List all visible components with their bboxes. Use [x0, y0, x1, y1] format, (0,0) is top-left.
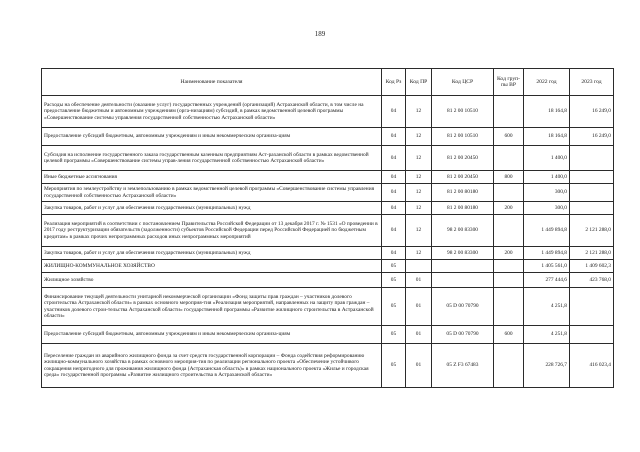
row-2022: 228 726,7: [524, 344, 570, 388]
row-csr: 81 2 00 20450: [432, 171, 494, 184]
header-2023: 2023 год: [570, 69, 614, 96]
row-pr: 12: [406, 184, 432, 202]
row-pr: 12: [406, 146, 432, 171]
row-name: Реализация мероприятий в соответствии с постановлением Правительства Российской Федерации от 13 декабря 2017 г. № 1531 «О проведении в 2017 году реструктуризации обязательств (задолженности) субъектов Российской Федерации перед Российской Федерацией по бюджетным кредитам» в рамках прочих непрограммных расходов иных непрограммных мероприятий: [42, 215, 382, 247]
row-2022: 300,0: [524, 184, 570, 202]
row-2022: 1 449 894,8: [524, 215, 570, 247]
row-vr: [494, 96, 524, 128]
header-rz: Код Рз: [382, 69, 406, 96]
table-row: [42, 326, 614, 344]
row-name: Иные бюджетные ассигнования: [42, 171, 382, 184]
row-name: Жилищное хозяйство: [42, 273, 382, 288]
table-row: [42, 273, 614, 288]
row-vr: 200: [494, 247, 524, 260]
row-2022: 277 444,6: [524, 273, 570, 288]
row-rz: 04: [382, 128, 406, 146]
row-2023: 2 121 288,0: [570, 247, 614, 260]
row-csr: [432, 260, 494, 273]
row-name: Финансирование текущей деятельности унитарной некоммерческой организации «Фонд защиты прав граждан – участников долевого строительства Астраханской области» в рамках основного мероприя-тия «Реализация мероприятий, направленных на защиту прав граждан – участников долевого строи-тельства Астраханской области» государственной программы «Развитие жилищного строительства в Астраханской области»: [42, 288, 382, 326]
row-name: Предоставление субсидий бюджетным, автономным учреждениям и иным некоммерческим организа-циям: [42, 128, 382, 146]
row-csr: 81 2 00 80180: [432, 184, 494, 202]
table-row: [42, 184, 614, 202]
row-2023: 1 409 602,3: [570, 260, 614, 273]
table-row: [42, 96, 614, 128]
table-row: [42, 215, 614, 247]
row-name: ЖИЛИЩНО-КОММУНАЛЬНОЕ ХОЗЯЙСТВО: [42, 260, 382, 273]
row-pr: 12: [406, 128, 432, 146]
row-rz: 05: [382, 344, 406, 388]
row-pr: 01: [406, 273, 432, 288]
row-2023: 16 249,0: [570, 96, 614, 128]
row-rz: 05: [382, 326, 406, 344]
table-row: [42, 288, 614, 326]
table-row: [42, 171, 614, 184]
table-row: [42, 260, 614, 273]
row-rz: 04: [382, 171, 406, 184]
row-2022: 1 405 561,0: [524, 260, 570, 273]
row-name: Мероприятия по землеустройству и землепользованию в рамках ведомственной целевой программы «Совершенствование системы управления государственной собственностью Астраханской области»: [42, 184, 382, 202]
row-vr: 800: [494, 171, 524, 184]
row-csr: 81 2 00 10510: [432, 128, 494, 146]
row-rz: 05: [382, 273, 406, 288]
row-2023: [570, 288, 614, 326]
table-header-row: [42, 69, 614, 96]
row-csr: 05 D 00 70790: [432, 288, 494, 326]
row-pr: 01: [406, 288, 432, 326]
row-2023: [570, 184, 614, 202]
row-2023: [570, 146, 614, 171]
row-vr: [494, 215, 524, 247]
row-rz: 04: [382, 202, 406, 215]
row-2022: 1 400,0: [524, 146, 570, 171]
row-2022: 4 251,8: [524, 326, 570, 344]
row-csr: 05 D 00 70790: [432, 326, 494, 344]
row-2023: 423 768,0: [570, 273, 614, 288]
row-vr: 600: [494, 326, 524, 344]
row-pr: 12: [406, 215, 432, 247]
row-rz: 04: [382, 146, 406, 171]
row-pr: 12: [406, 96, 432, 128]
budget-table: [41, 68, 614, 388]
row-2022: 18 164,8: [524, 96, 570, 128]
table-row: [42, 146, 614, 171]
header-vr: Код груп-пы ВР: [494, 69, 524, 96]
row-rz: 04: [382, 215, 406, 247]
row-2022: 1 400,0: [524, 171, 570, 184]
row-2023: 416 023,4: [570, 344, 614, 388]
row-name: Закупка товаров, работ и услуг для обеспечения государственных (муниципальных) нужд: [42, 202, 382, 215]
page-number: 189: [314, 30, 326, 38]
row-vr: [494, 288, 524, 326]
row-vr: [494, 184, 524, 202]
row-csr: 98 2 00 83300: [432, 247, 494, 260]
row-pr: 01: [406, 344, 432, 388]
table-row: [42, 344, 614, 388]
row-pr: 12: [406, 202, 432, 215]
table-row: [42, 247, 614, 260]
row-name: Закупка товаров, работ и услуг для обеспечения государственных (муниципальных) нужд: [42, 247, 382, 260]
row-2022: 300,0: [524, 202, 570, 215]
row-rz: 05: [382, 260, 406, 273]
header-2022: 2022 год: [524, 69, 570, 96]
row-csr: 98 2 00 83300: [432, 215, 494, 247]
row-vr: [494, 344, 524, 388]
row-pr: 12: [406, 247, 432, 260]
row-rz: 04: [382, 96, 406, 128]
row-csr: 05 Z F3 67483: [432, 344, 494, 388]
row-2022: 1 449 894,8: [524, 247, 570, 260]
row-name: Предоставление субсидий бюджетным, автономным учреждениям и иным некоммерческим организа-циям: [42, 326, 382, 344]
row-2022: 4 251,8: [524, 288, 570, 326]
row-rz: 04: [382, 184, 406, 202]
table-row: [42, 202, 614, 215]
row-pr: 12: [406, 171, 432, 184]
row-vr: 600: [494, 128, 524, 146]
row-csr: [432, 273, 494, 288]
row-pr: [406, 260, 432, 273]
row-name: Расходы на обеспечение деятельности (оказание услуг) государственных учреждений (организаций) Астраханской области, в том числе на предоставление бюджетным и автономным учреждениям (орга-низациям) субсидий, в рамках ведомственной целевой программы «Совершенствование системы управления государственной собственностью Астраханской области»: [42, 96, 382, 128]
row-2023: 2 121 288,0: [570, 215, 614, 247]
row-pr: 01: [406, 326, 432, 344]
row-vr: 200: [494, 202, 524, 215]
row-rz: 05: [382, 288, 406, 326]
row-csr: 81 2 00 10510: [432, 96, 494, 128]
row-vr: [494, 260, 524, 273]
header-pr: Код ПР: [406, 69, 432, 96]
row-csr: 81 2 00 20450: [432, 146, 494, 171]
header-csr: Код ЦСР: [432, 69, 494, 96]
row-name: Переселение граждан из аварийного жилищного фонда за счет средств государственной корпорации – Фонда содействия реформированию жилищно-коммунального хозяйства в рамках основного мероприя-тия по реализации регионального проекта «Обеспечение устойчивого сокращения непригодного для проживания жилищного фонда (Астраханская область)» в рамках национального проекта «Жилье и городская среда» государственной программы «Развитие жилищного строительства в Астраханской области»: [42, 344, 382, 388]
row-csr: 81 2 00 80180: [432, 202, 494, 215]
row-rz: 04: [382, 247, 406, 260]
row-vr: [494, 273, 524, 288]
row-2022: 18 164,8: [524, 128, 570, 146]
row-2023: [570, 326, 614, 344]
row-2023: 16 249,0: [570, 128, 614, 146]
header-name: Наименование показателя: [42, 69, 382, 96]
table-row: [42, 128, 614, 146]
row-2023: [570, 202, 614, 215]
row-vr: [494, 146, 524, 171]
row-2023: [570, 171, 614, 184]
row-name: Субсидия на исполнение государственного заказа государственным казенным предприятиям Аст-раханской области в рамках ведомственной целевой программы «Совершенствование системы управ-ления государственной собственностью Астраханской области»: [42, 146, 382, 171]
